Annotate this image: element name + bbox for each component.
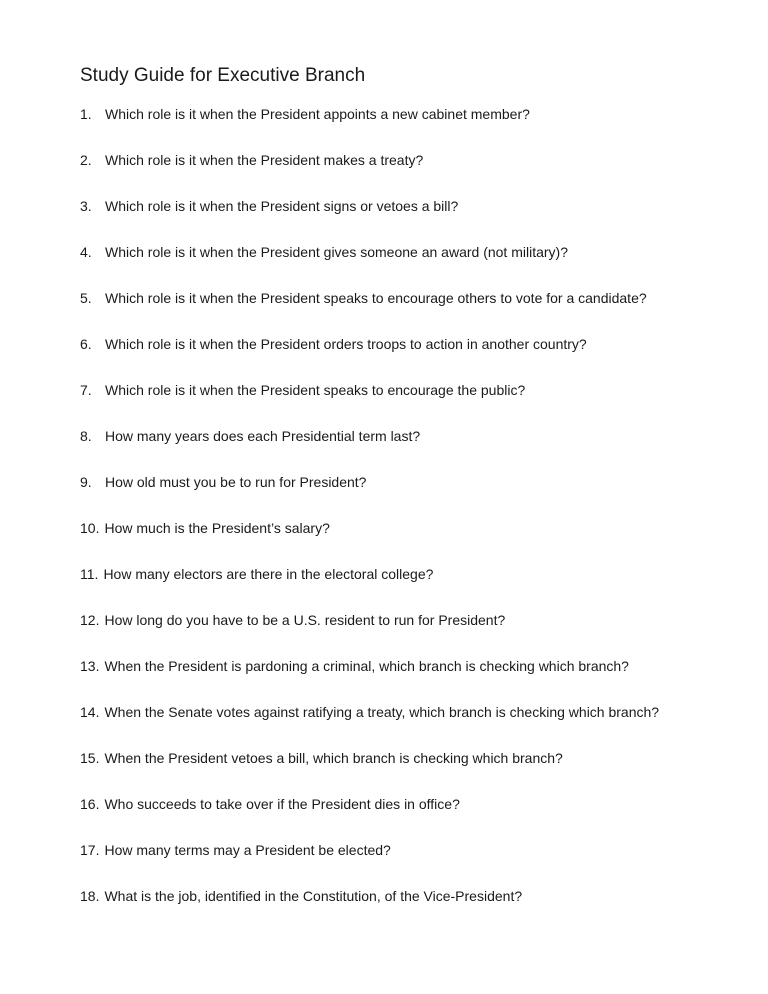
question-number: 6. xyxy=(80,336,92,352)
question-item xyxy=(80,334,740,380)
question-text: Which role is it when the President speaks to encourage the public? xyxy=(105,382,526,398)
question-item xyxy=(80,748,740,794)
question-text: Who succeeds to take over if the President dies in office? xyxy=(104,796,460,812)
question-number: 11. xyxy=(80,566,99,582)
question-text: How much is the President’s salary? xyxy=(104,520,330,536)
question-text: How many terms may a President be elected? xyxy=(104,842,391,858)
question-item xyxy=(80,656,740,702)
question-number: 16. xyxy=(80,796,100,812)
question-number: 15. xyxy=(80,750,100,766)
question-item xyxy=(80,518,740,564)
question-number: 13. xyxy=(80,658,100,674)
question-item xyxy=(80,794,740,840)
question-text: Which role is it when the President speaks to encourage others to vote for a candidate? xyxy=(105,290,647,306)
question-number: 5. xyxy=(80,290,92,306)
question-text: When the President is pardoning a criminal, which branch is checking which branch? xyxy=(104,658,629,674)
question-number: 9. xyxy=(80,474,92,490)
question-text: Which role is it when the President signs or vetoes a bill? xyxy=(105,198,459,214)
question-number: 2. xyxy=(80,152,92,168)
question-item xyxy=(80,242,740,288)
question-item xyxy=(80,564,740,610)
question-number: 14. xyxy=(80,704,100,720)
question-item xyxy=(80,196,740,242)
question-item xyxy=(80,886,740,932)
question-item xyxy=(80,472,740,518)
question-text: How long do you have to be a U.S. resident to run for President? xyxy=(104,612,506,628)
question-list xyxy=(80,104,740,932)
question-number: 12. xyxy=(80,612,100,628)
question-item xyxy=(80,150,740,196)
question-item xyxy=(80,288,740,334)
question-text: How old must you be to run for President? xyxy=(105,474,367,490)
question-item xyxy=(80,610,740,656)
question-text: Which role is it when the President appoints a new cabinet member? xyxy=(105,106,530,122)
question-item xyxy=(80,426,740,472)
question-text: When the President vetoes a bill, which branch is checking which branch? xyxy=(104,750,563,766)
question-number: 1. xyxy=(80,106,92,122)
question-text: Which role is it when the President makes a treaty? xyxy=(105,152,424,168)
question-number: 4. xyxy=(80,244,92,260)
question-number: 17. xyxy=(80,842,100,858)
question-number: 18. xyxy=(80,888,100,904)
question-text: Which role is it when the President gives someone an award (not military)? xyxy=(105,244,568,260)
question-text: How many electors are there in the electoral college? xyxy=(103,566,434,582)
question-item xyxy=(80,702,740,748)
question-item xyxy=(80,380,740,426)
question-text: What is the job, identified in the Constitution, of the Vice-President? xyxy=(104,888,523,904)
document-title: Study Guide for Executive Branch xyxy=(80,65,366,86)
question-item xyxy=(80,840,740,886)
question-number: 3. xyxy=(80,198,92,214)
question-item xyxy=(80,104,740,150)
question-number: 10. xyxy=(80,520,100,536)
question-text: How many years does each Presidential term last? xyxy=(105,428,421,444)
question-number: 7. xyxy=(80,382,92,398)
question-text: When the Senate votes against ratifying a treaty, which branch is checking which branch? xyxy=(104,704,660,720)
question-number: 8. xyxy=(80,428,92,444)
question-text: Which role is it when the President orders troops to action in another country? xyxy=(105,336,587,352)
